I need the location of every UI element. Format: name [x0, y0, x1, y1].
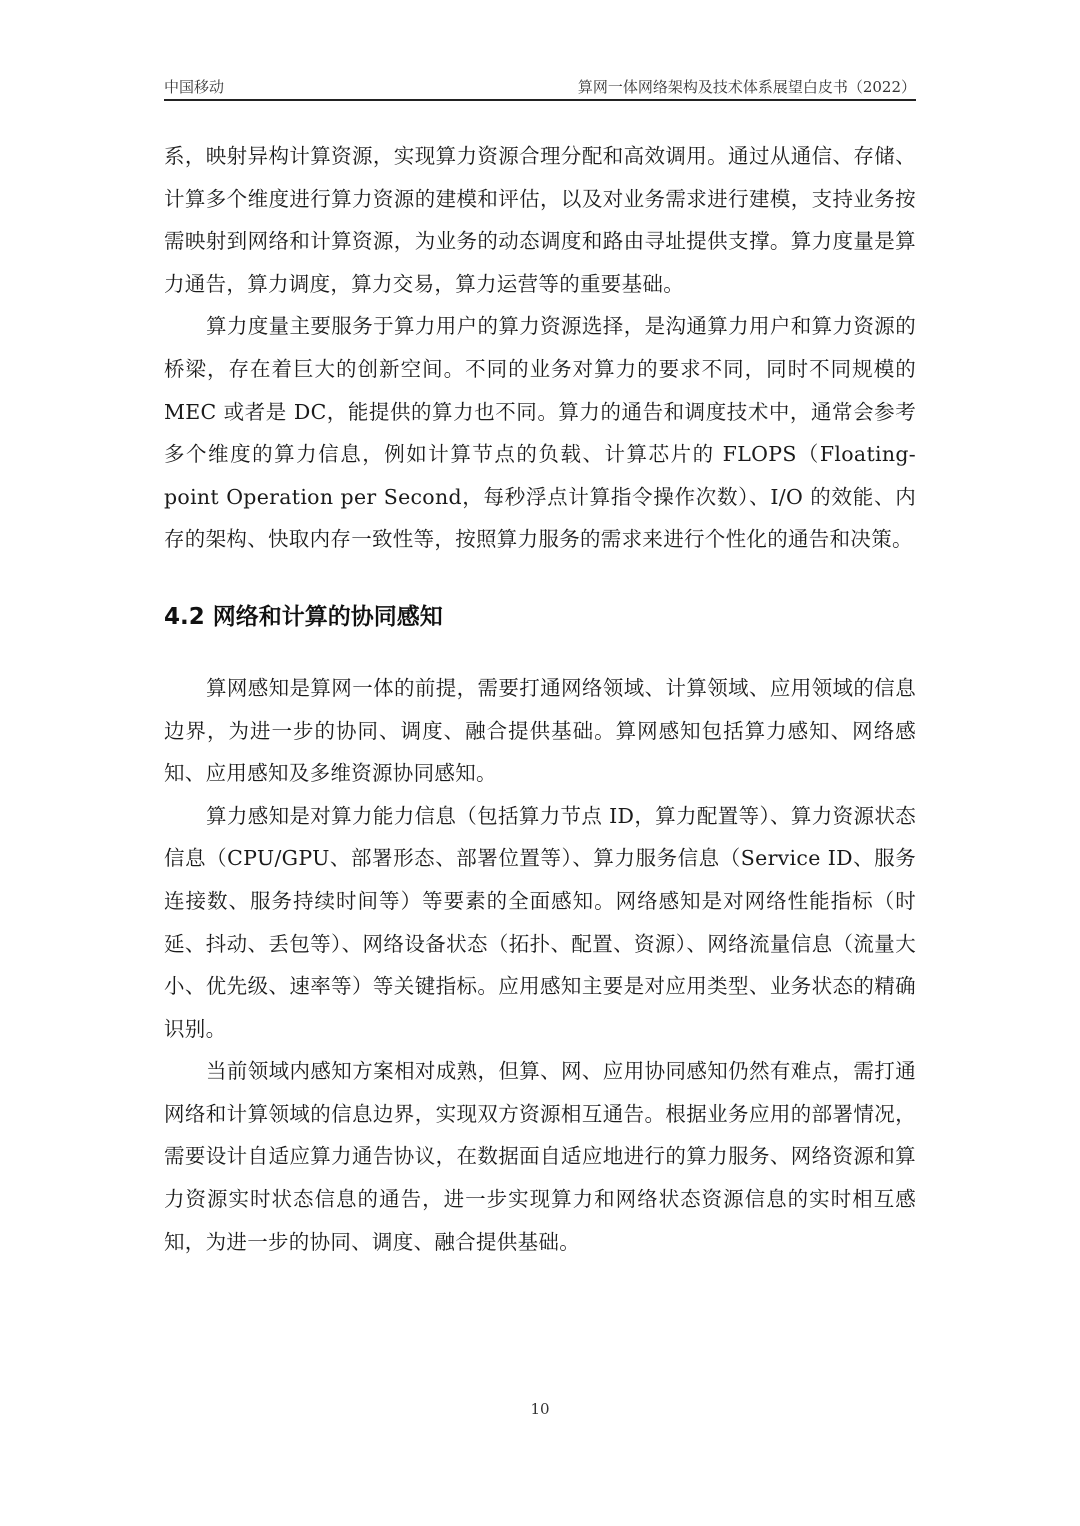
page-number: 10: [530, 1400, 550, 1418]
paragraph-awareness-types: 算力感知是对算力能力信息（包括算力节点 ID，算力配置等）、算力资源状态信息（CPU/GPU、部署形态、部署位置等）、算力服务信息（Service ID、服务连接数、服务持续时间等）等要素的全面感知。网络感知是对网络性能指标（时延、抖动、丢包等）、网络设备状态（拓扑、配置、资源）、网络流量信息（流量大小、优先级、速率等）等关键指标。应用感知主要是对应用类型、业务状态的精确识别。: [164, 803, 916, 1041]
section-heading: 4.2 网络和计算的协同感知: [164, 603, 443, 630]
paragraph-compute-metrics: 算力度量主要服务于算力用户的算力资源选择，是沟通算力用户和算力资源的桥梁，存在着巨大的创新空间。不同的业务对算力的要求不同，同时不同规模的 MEC 或者是 DC，能提供的算力也不同。算力的通告和调度技术中，通常会参考多个维度的算力信息，例如计算节点的负载、计算芯片的 FLOPS（Floating-point Operation per Second，每秒浮点计算指令操作次数）、I/O 的效能、内存的架构、快取内存一致性等，按照算力服务的需求来进行个性化的通告和决策。: [164, 314, 916, 552]
header-organization: 中国移动: [164, 78, 225, 96]
paragraph-collaborative-awareness: 当前领域内感知方案相对成熟，但算、网、应用协同感知仍然有难点，需打通网络和计算领域的信息边界，实现双方资源相互通告。根据业务应用的部署情况，需要设计自适应算力通告协议，在数据面自适应地进行的算力服务、网络资源和算力资源实时状态信息的通告，进一步实现算力和网络状态资源信息的实时相互感知，为进一步的协同、调度、融合提供基础。: [164, 1059, 916, 1254]
page-body: [164, 135, 916, 1263]
header-divider: [164, 99, 916, 101]
page-header: [164, 76, 916, 98]
paragraph-continuation: 系，映射异构计算资源，实现算力资源合理分配和高效调用。通过从通信、存储、计算多个维度进行算力资源的建模和评估，以及对业务需求进行建模，支持业务按需映射到网络和计算资源，为业务的动态调度和路由寻址提供支撑。算力度量是算力通告，算力调度，算力交易，算力运营等的重要基础。: [164, 144, 916, 296]
paragraph-network-awareness-intro: 算网感知是算网一体的前提，需要打通网络领域、计算领域、应用领域的信息边界，为进一步的协同、调度、融合提供基础。算网感知包括算力感知、网络感知、应用感知及多维资源协同感知。: [164, 675, 916, 786]
header-document-title: 算网一体网络架构及技术体系展望白皮书（2022）: [577, 78, 916, 96]
